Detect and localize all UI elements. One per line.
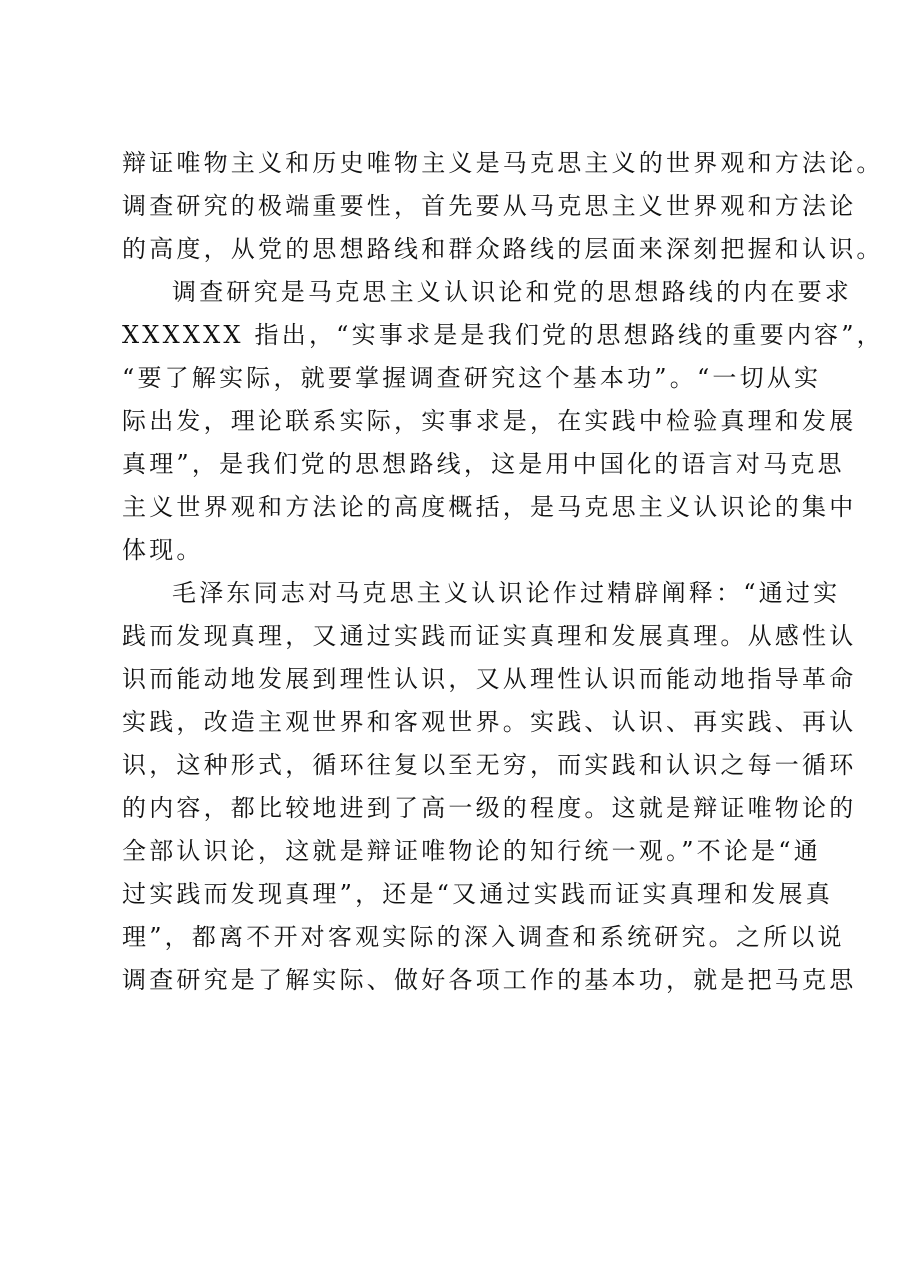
text-line: 调查研究是了解实际、做好各项工作的基本功，就是把马克思	[122, 966, 857, 994]
paragraph-1	[122, 142, 884, 271]
text-line: 的内容，都比较地进到了高一级的程度。这就是辩证唯物论的	[122, 794, 857, 822]
text-line: 过实践而发现真理”，还是“又通过实践而证实真理和发展真	[122, 880, 833, 908]
text-line: 识而能动地发展到理性认识，又从理性认识而能动地指导革命	[122, 665, 857, 693]
text-line: 调查研究的极端重要性，首先要从马克思主义世界观和方法论	[122, 192, 857, 220]
text-line: 的高度，从党的思想路线和群众路线的层面来深刻把握和认识。	[122, 235, 884, 263]
paragraph-3	[122, 572, 857, 1002]
text-line: 识，这种形式，循环往复以至无穷，而实践和认识之每一循环	[122, 751, 857, 779]
text-line: 辩证唯物主义和历史唯物主义是马克思主义的世界观和方法论。	[122, 149, 884, 177]
text-line: 调查研究是马克思主义认识论和党的思想路线的内在要求	[172, 278, 852, 306]
text-line: 理”，都离不开对客观实际的深入调查和系统研究。之所以说	[122, 923, 845, 951]
text-line: 体现。	[122, 536, 204, 564]
paragraph-2	[122, 271, 884, 572]
text-line: 毛泽东同志对马克思主义认识论作过精辟阐释：“通过实	[172, 579, 841, 607]
text-line: 实践，改造主观世界和客观世界。实践、认识、再实践、再认	[122, 708, 857, 736]
text-line: 主义世界观和方法论的高度概括，是马克思主义认识论的集中	[122, 493, 857, 521]
text-line: 践而发现真理，又通过实践而证实真理和发展真理。从感性认	[122, 622, 857, 650]
text-line: XXXXXX 指出，“实事求是是我们党的思想路线的重要内容”，	[122, 321, 884, 349]
text-line: 全部认识论，这就是辩证唯物论的知行统一观。”不论是“通	[122, 837, 821, 865]
text-line: 际出发，理论联系实际，实事求是，在实践中检验真理和发展	[122, 407, 857, 435]
document-body	[122, 142, 884, 1002]
text-line: 真理”，是我们党的思想路线，这是用中国化的语言对马克思	[122, 450, 845, 478]
text-line: “要了解实际，就要掌握调查研究这个基本功”。“一切从实	[122, 364, 822, 392]
